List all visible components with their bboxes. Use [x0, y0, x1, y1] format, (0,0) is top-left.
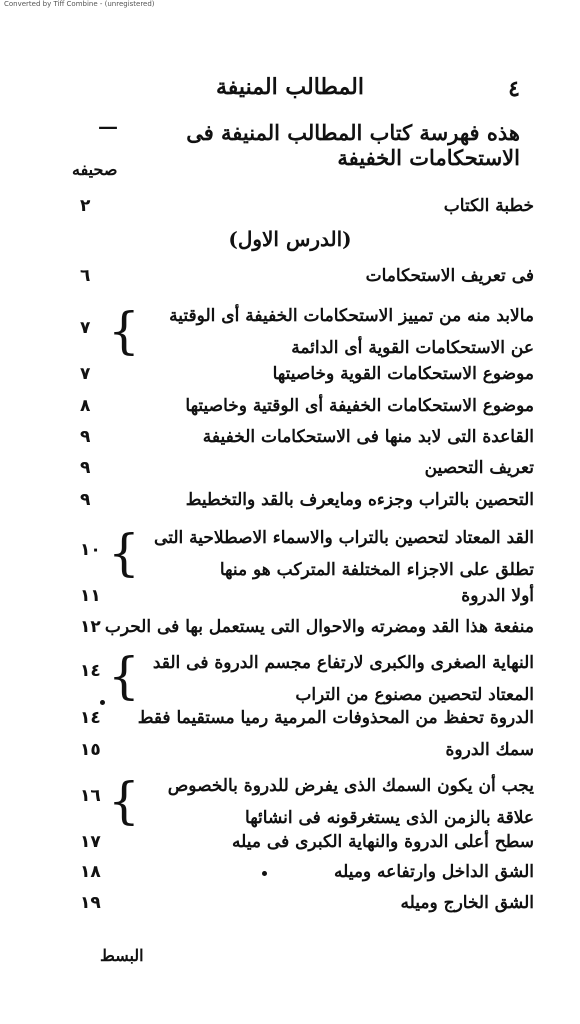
toc-entry-page: ٢: [80, 196, 91, 216]
ink-dot: [262, 871, 267, 876]
index-title: هذه فهرسة كتاب المطالب المنيفة فى الاستحكامات الخفيفة: [186, 120, 520, 170]
brace-icon: {: [108, 524, 140, 582]
toc-entry-page: ١٨: [80, 862, 101, 882]
toc-entry-page: ١٩: [80, 893, 101, 913]
running-head: المطالب المنيفة: [216, 74, 364, 100]
toc-entry-page: ٩: [80, 427, 91, 447]
brace-icon: {: [108, 647, 140, 705]
toc-entry-text: مالابد منه من تمييز الاستحكامات الخفيفة أى الوقتية عن الاستحكامات القوية أى الدائمة: [169, 306, 534, 358]
page-number: ٤: [508, 76, 520, 102]
toc-entry-page: ٦: [80, 266, 91, 286]
toc-entry-page: ٧: [80, 318, 91, 338]
toc-entry-text: القد المعتاد لتحصين بالتراب والاسماء الاصطلاحية التى تطلق على الاجزاء المختلفة المتركب هو منها: [154, 528, 534, 580]
toc-entry-text: القاعدة التى لابد منها فى الاستحكامات الخفيفة: [202, 427, 534, 447]
toc-entry-text: الشق الداخل وارتفاعه وميله: [333, 862, 534, 882]
toc-entry-text: الشق الخارج وميله: [400, 893, 534, 913]
toc-entry-page: ١٢: [80, 617, 101, 637]
brace-icon: {: [108, 772, 140, 830]
watermark-text: Converted by Tiff Combine - (unregistered): [4, 0, 155, 8]
toc-entry-text: منفعة هذا القد ومضرته والاحوال التى يستعمل بها فى الحرب: [104, 617, 534, 637]
toc-entry-page: ٧: [80, 364, 91, 384]
section-heading: (الدرس الاول): [228, 227, 352, 251]
page-header: [60, 74, 520, 110]
page-column-heading: صحيفه: [72, 160, 118, 179]
toc-entry-text: يجب أن يكون السمك الذى يفرض للدروة بالخصوص علاقة بالزمن الذى يستغرقونه فى انشائها: [167, 776, 534, 828]
ink-dot: [100, 700, 105, 705]
toc-entry-text: موضوع الاستحكامات القوية وخاصيتها: [272, 364, 534, 384]
toc-entry-page: ٩: [80, 490, 91, 510]
toc-entry-page: ١١: [80, 586, 101, 606]
toc-entry-text: أولا الدروة: [461, 586, 534, 606]
toc-entry-text: تعريف التحصين: [424, 458, 534, 478]
brace-icon: {: [108, 302, 140, 360]
toc-entry-text: موضوع الاستحكامات الخفيفة أى الوقتية وخاصيتها: [185, 396, 534, 416]
toc-entry-text: فى تعريف الاستحكامات: [365, 266, 534, 286]
toc-entry-text: سطح أعلى الدروة والنهاية الكبرى فى ميله: [232, 832, 534, 852]
toc-entry-text: التحصين بالتراب وجزءه ومايعرف بالقد والتخطيط: [185, 490, 534, 510]
toc-entry-text: سمك الدروة: [445, 740, 534, 760]
toc-entry-text: النهاية الصغرى والكبرى لارتفاع مجسم الدروة فى القد المعتاد لتحصين مصنوع من التراب: [152, 653, 534, 705]
toc-entry-text: الدروة تحفظ من المحذوفات المرمية رميا مستقيما فقط: [137, 708, 534, 728]
title-dash: —: [98, 114, 118, 138]
catchword: البسط: [100, 946, 144, 965]
toc-entry-page: ١٤: [80, 708, 101, 728]
toc-entry-page: ١٠: [80, 540, 101, 560]
toc-entry-page: ٩: [80, 458, 91, 478]
toc-entry-page: ١٧: [80, 832, 101, 852]
toc-entry-page: ١٦: [80, 786, 101, 806]
toc-entry-text: خطبة الكتاب: [443, 196, 534, 216]
toc-entry-page: ٨: [80, 396, 91, 416]
toc-entry-page: ١٥: [80, 740, 101, 760]
toc-entry-page: ١٤: [80, 661, 101, 681]
